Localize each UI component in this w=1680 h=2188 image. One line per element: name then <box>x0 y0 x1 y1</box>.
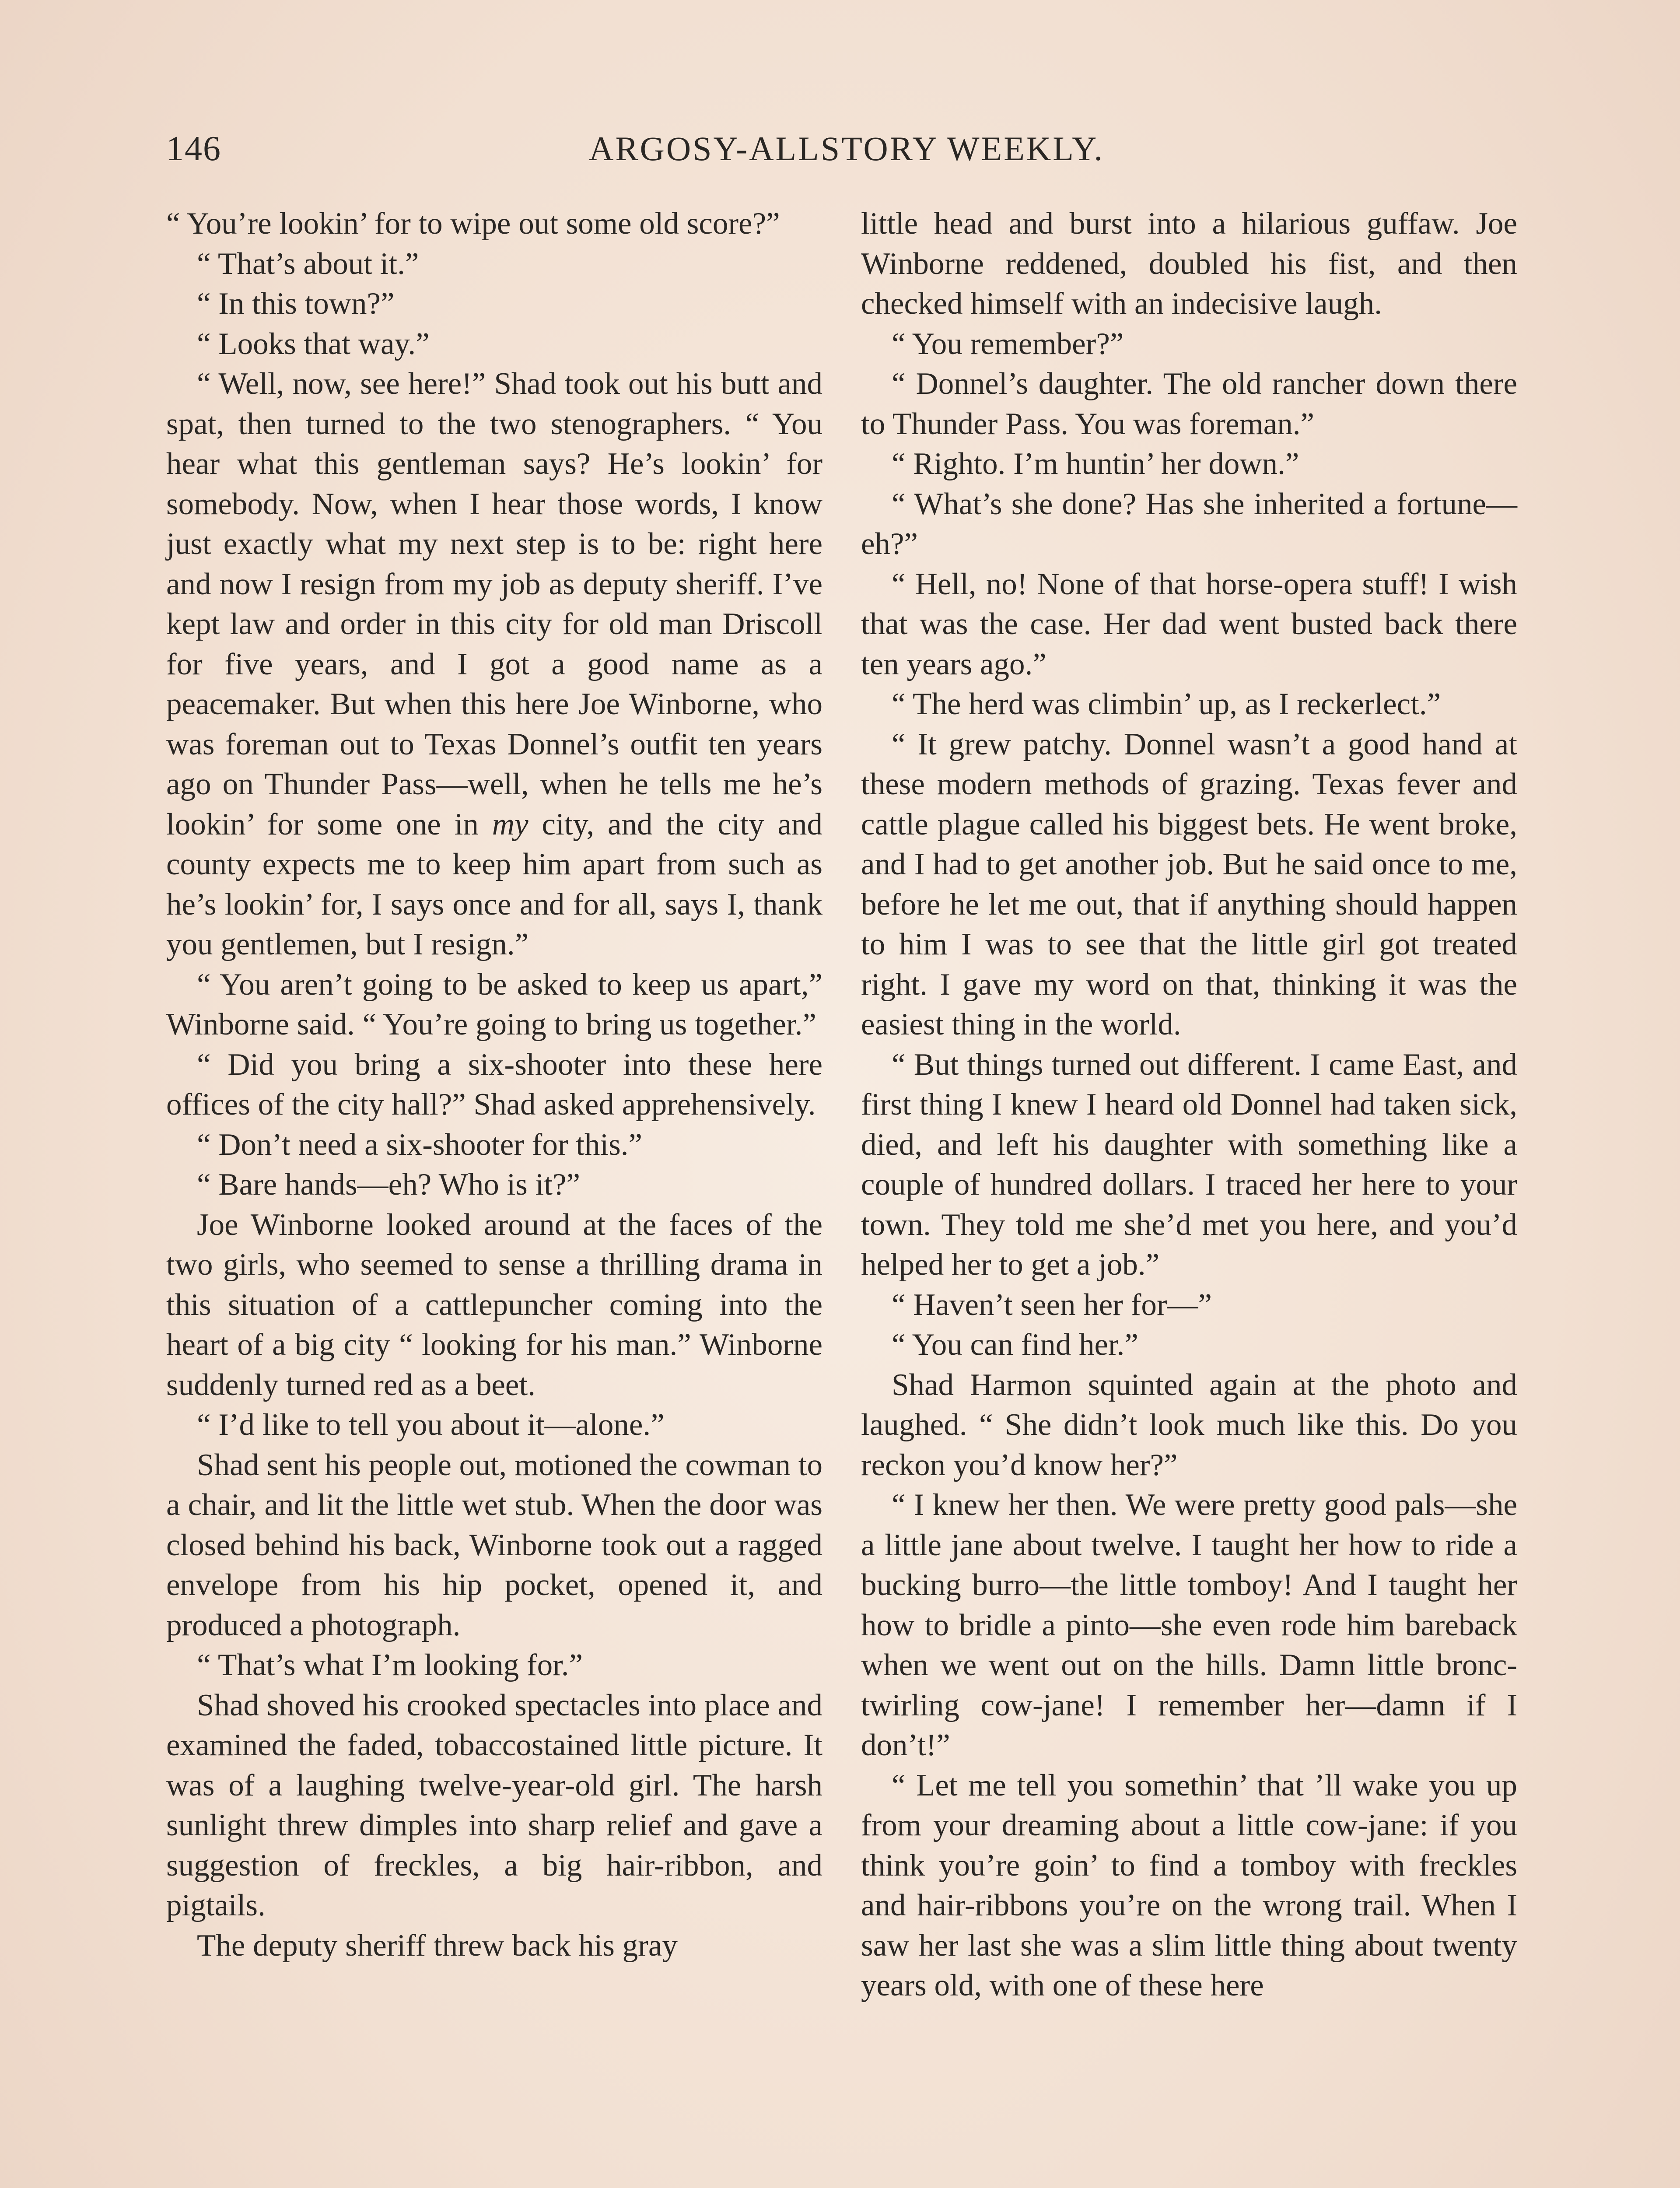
right-column <box>861 204 1517 2006</box>
text-run: “ Well, now, see here!” Shad took out his butt and spat, then turned to the two stenographers. “ You hear what this gentleman says? He’s lookin’ for somebody. Now, when I hear those words, I know just exactly what my next step is to be: right here and now I resign from my job as deputy sheriff. I’ve kept law and order in this city for old man Driscoll for five years, and I got a good name as a peacemaker. But when this here Joe Winborne, who was foreman out to Texas Donnel’s outfit ten years ago on Thunder Pass—well, when he tells me he’s lookin’ for some one in <box>166 367 822 842</box>
paragraph: “ Did you bring a six-shooter into these here offices of the city hall?” Shad asked apprehensively. <box>166 1047 822 1122</box>
paragraph: Shad shoved his crooked spectacles into place and examined the faded, tobaccostained little picture. It was of a laughing twelve-year-old girl. The harsh sunlight threw dimples into sharp relief and gave a suggestion of freckles, a big hair-ribbon, and pigtails. <box>166 1688 822 1922</box>
paragraph: “ Let me tell you somethin’ that ’ll wake you up from your dreaming about a little cow-jane: if you think you’re goin’ to find a tomboy with freckles and hair-ribbons you’re on the wrong trail. When I saw her last she was a slim little thing about twenty years old, with one of these here <box>861 1768 1517 2002</box>
paragraph: “ You’re lookin’ for to wipe out some old score?” <box>166 207 780 241</box>
paragraph: “ That’s about it.” <box>197 246 419 281</box>
paragraph: The deputy sheriff threw back his gray <box>197 1928 678 1963</box>
text-run: city, and the city and county expects me to keep him apart from such as he’s lookin’ for, I says once and for all, says I, thank you gentlemen, but I resign.” <box>166 807 823 961</box>
paragraph: “ I knew her then. We were pretty good pals—she a little jane about twelve. I taught her how to ride a bucking burro—the little tomboy! And I taught her how to bridle a pinto—she even rode him bareback when we went out on the hills. Damn little bronc-twirling cow-jane! I remember her—damn if I don’t!” <box>861 1488 1517 1762</box>
paragraph: “ You can find her.” <box>892 1328 1138 1362</box>
paragraph: “ Donnel’s daughter. The old rancher down there to Thunder Pass. You was foreman.” <box>861 367 1517 441</box>
paragraph: “ You aren’t going to be asked to keep us apart,” Winborne said. “ You’re going to bring us together.” <box>166 967 822 1041</box>
page-header <box>166 127 1527 179</box>
paragraph: Shad Harmon squinted again at the photo and laughed. “ She didn’t look much like this. Do you reckon you’d know her?” <box>861 1368 1517 1482</box>
paragraph: “ The herd was climbin’ up, as I reckerlect.” <box>892 687 1441 721</box>
paragraph: “ What’s she done? Has she inherited a fortune—eh?” <box>861 487 1517 561</box>
paragraph: “ Haven’t seen her for—” <box>892 1287 1212 1322</box>
left-column <box>166 204 822 1966</box>
paragraph: “ It grew patchy. Donnel wasn’t a good hand at these modern methods of grazing. Texas fever and cattle plague called his biggest bets. He went broke, and I had to get another job. But he said once to me, before he let me out, that if anything should happen to him I was to see that the little girl got treated right. I gave my word on that, thinking it was the easiest thing in the world. <box>861 727 1517 1041</box>
paragraph: “ Looks that way.” <box>197 326 430 361</box>
paragraph: little head and burst into a hilarious guffaw. Joe Winborne reddened, doubled his fist, and then checked himself with an indecisive laugh. <box>861 207 1517 321</box>
paragraph: “ Don’t need a six-shooter for this.” <box>197 1127 643 1162</box>
paragraph: Joe Winborne looked around at the faces of the two girls, who seemed to sense a thrilling drama in this situation of a cattlepuncher coming into the heart of a big city “ looking for his man.” Winborne suddenly turned red as a beet. <box>166 1207 822 1402</box>
paragraph: “ You remember?” <box>892 326 1124 361</box>
paragraph: “ Bare hands—eh? Who is it?” <box>197 1168 581 1202</box>
paragraph: “ Righto. I’m huntin’ her down.” <box>892 447 1299 481</box>
paragraph: Shad sent his people out, motioned the cowman to a chair, and lit the little wet stub. When the door was closed behind his back, Winborne took out a ragged envelope from his hip pocket, opened it, and produced a photograph. <box>166 1448 822 1642</box>
running-title: ARGOSY-ALLSTORY WEEKLY. <box>589 130 1104 168</box>
paragraph: “ Hell, no! None of that horse-opera stuff! I wish that was the case. Her dad went busted back there ten years ago.” <box>861 567 1517 681</box>
emphasis: my <box>492 807 528 842</box>
paragraph: “ In this town?” <box>197 287 395 321</box>
paragraph <box>166 364 822 965</box>
paragraph: “ But things turned out different. I came East, and first thing I knew I heard old Donnel had taken sick, died, and left his daughter with something like a couple of hundred dollars. I traced her here to your town. They told me she’d met you here, and you’d helped her to get a job.” <box>861 1047 1517 1282</box>
paragraph: “ That’s what I’m looking for.” <box>197 1648 583 1682</box>
page-number: 146 <box>166 130 221 168</box>
paragraph: “ I’d like to tell you about it—alone.” <box>197 1408 665 1442</box>
